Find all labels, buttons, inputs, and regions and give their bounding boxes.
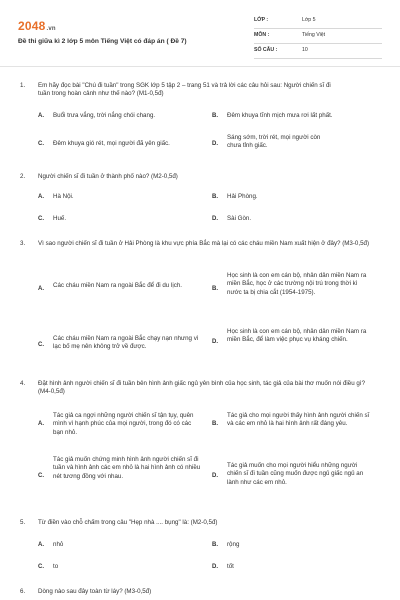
question-text: Vì sao người chiến sĩ đi tuần ở Hải Phòng là khu vực phía Bắc mà lại có các cháu miền Nam xuất hiện ở đây? (M3-0,5đ) — [38, 240, 370, 247]
option-text: Sài Gòn. — [227, 215, 252, 222]
option-letter: A. — [38, 542, 44, 548]
option-letter: C. — [38, 473, 44, 479]
document-title: Đề thi giữa kì 2 lớp 5 môn Tiếng Việt có đáp án ( Đề 7) — [18, 38, 187, 45]
question-6 — [20, 588, 384, 600]
option-letter: B. — [212, 542, 218, 548]
meta-value: Tiếng Việt — [302, 32, 326, 38]
option-letter: D. — [212, 564, 218, 570]
question-text: Người chiến sĩ đi tuần ở thành phố nào? (M2-0,5đ) — [38, 173, 178, 180]
option-text: Huế. — [53, 215, 67, 222]
question-number: 5. — [20, 519, 26, 526]
option-letter: C. — [38, 342, 44, 348]
option-text: Các cháu miền Nam ra ngoài Bắc chạy nạn nhưng vì lạc bố mẹ nên không trở về được. — [53, 335, 199, 351]
question-1 — [20, 82, 384, 162]
meta-value: 10 — [302, 47, 308, 53]
question-2 — [20, 173, 384, 233]
option-letter: B. — [212, 286, 218, 292]
question-4 — [20, 380, 384, 512]
meta-value: Lớp 5 — [302, 17, 316, 23]
option-text: Đêm khuya gió rét, mọi người đã yên giấc. — [53, 140, 170, 147]
meta-label: MÔN : — [254, 32, 270, 38]
question-text: Em hãy đọc bài "Chú đi tuần" trong SGK lớp 5 tập 2 – trang 51 và trả lời các câu hỏi sau: Người chiến sĩ đi tuần trong hoàn cảnh như thế nào? (M1-0,5đ) — [38, 82, 331, 98]
option-text: nhỏ — [53, 541, 64, 548]
option-text: Sáng sớm, trời rét, mọi người còn chưa tỉnh giấc. — [227, 134, 321, 150]
document-header — [18, 14, 382, 60]
question-text: Dòng nào sau đây toàn từ láy? (M3-0,5đ) — [38, 588, 152, 595]
option-letter: A. — [38, 113, 44, 119]
option-text: to — [53, 563, 59, 570]
option-letter: D. — [212, 216, 218, 222]
option-letter: B. — [212, 194, 218, 200]
question-5 — [20, 519, 384, 577]
option-text: Hà Nội. — [53, 193, 74, 200]
option-text: Tác giả muốn cho mọi người hiểu những người chiến sĩ đi tuần cũng muốn được ngủ giấc ngủ an lành như các em nhỏ. — [227, 462, 364, 486]
question-text: Đặt hình ảnh người chiến sĩ đi tuần bên hình ảnh giấc ngủ yên bình của học sinh, tác giả của bài thơ muốn nói điều gì? (M4-0,5đ) — [38, 380, 366, 396]
option-letter: B. — [212, 113, 218, 119]
question-3 — [20, 240, 384, 370]
option-text: tốt — [227, 563, 234, 570]
question-number: 4. — [20, 380, 26, 387]
option-text: Buổi trưa vắng, trời nắng chói chang. — [53, 112, 156, 119]
meta-row-question-count — [254, 44, 382, 59]
meta-row-subject — [254, 29, 382, 44]
question-number: 1. — [20, 82, 26, 89]
option-letter: A. — [38, 421, 44, 427]
option-text: Tác giả muốn chứng minh hình ảnh người chiến sĩ đi tuần và hình ảnh các em nhỏ là hai hình ảnh có nhiều nét tương đồng với nhau. — [53, 456, 201, 480]
option-letter: A. — [38, 286, 44, 292]
meta-label: LỚP : — [254, 17, 269, 23]
option-letter: D. — [212, 473, 218, 479]
option-letter: C. — [38, 141, 44, 147]
option-letter: B. — [212, 421, 218, 427]
logo-text: 2048 — [18, 19, 46, 33]
header-divider — [0, 66, 400, 67]
exam-meta-table — [254, 14, 382, 59]
option-text: rộng — [227, 541, 240, 548]
option-text: Tác giả ca ngợi những người chiến sĩ tận tụy, quên mình vì hạnh phúc của mọi người, trong đó có các bạn nhỏ. — [53, 412, 194, 436]
option-letter: C. — [38, 564, 44, 570]
option-text: Học sinh là con em cán bộ, nhân dân miền Nam ra miền Bắc, học ở các trường nội trú trong thời kì nước ta bị chia cắt (1954-1975). — [227, 272, 367, 296]
meta-row-grade — [254, 14, 382, 29]
meta-label: SỐ CÂU : — [254, 47, 278, 53]
option-text: Hải Phòng. — [227, 193, 258, 200]
option-text: Tác giả cho mọi người thấy hình ảnh người chiến sĩ và các em nhỏ là hai hình ảnh rất đáng yêu. — [227, 412, 370, 428]
question-number: 2. — [20, 173, 26, 180]
question-text: Từ điền vào chỗ chấm trong câu "Hẹp nhà .... bụng" là: (M2-0,5đ) — [38, 519, 218, 526]
option-text: Đêm khuya tĩnh mịch mưa rơi lất phất. — [227, 112, 333, 119]
option-letter: D. — [212, 339, 218, 345]
option-text: Học sinh là con em cán bộ, nhân dân miền Nam ra miền Bắc, để làm việc phục vụ kháng chiến. — [227, 328, 367, 344]
question-number: 6. — [20, 588, 26, 595]
option-letter: D. — [212, 141, 218, 147]
option-letter: C. — [38, 216, 44, 222]
logo-suffix: .vn — [46, 26, 56, 32]
question-number: 3. — [20, 240, 26, 247]
option-letter: A. — [38, 194, 44, 200]
site-logo[interactable] — [18, 18, 56, 34]
option-text: Các cháu miền Nam ra ngoài Bắc để đi du lịch. — [53, 282, 182, 289]
